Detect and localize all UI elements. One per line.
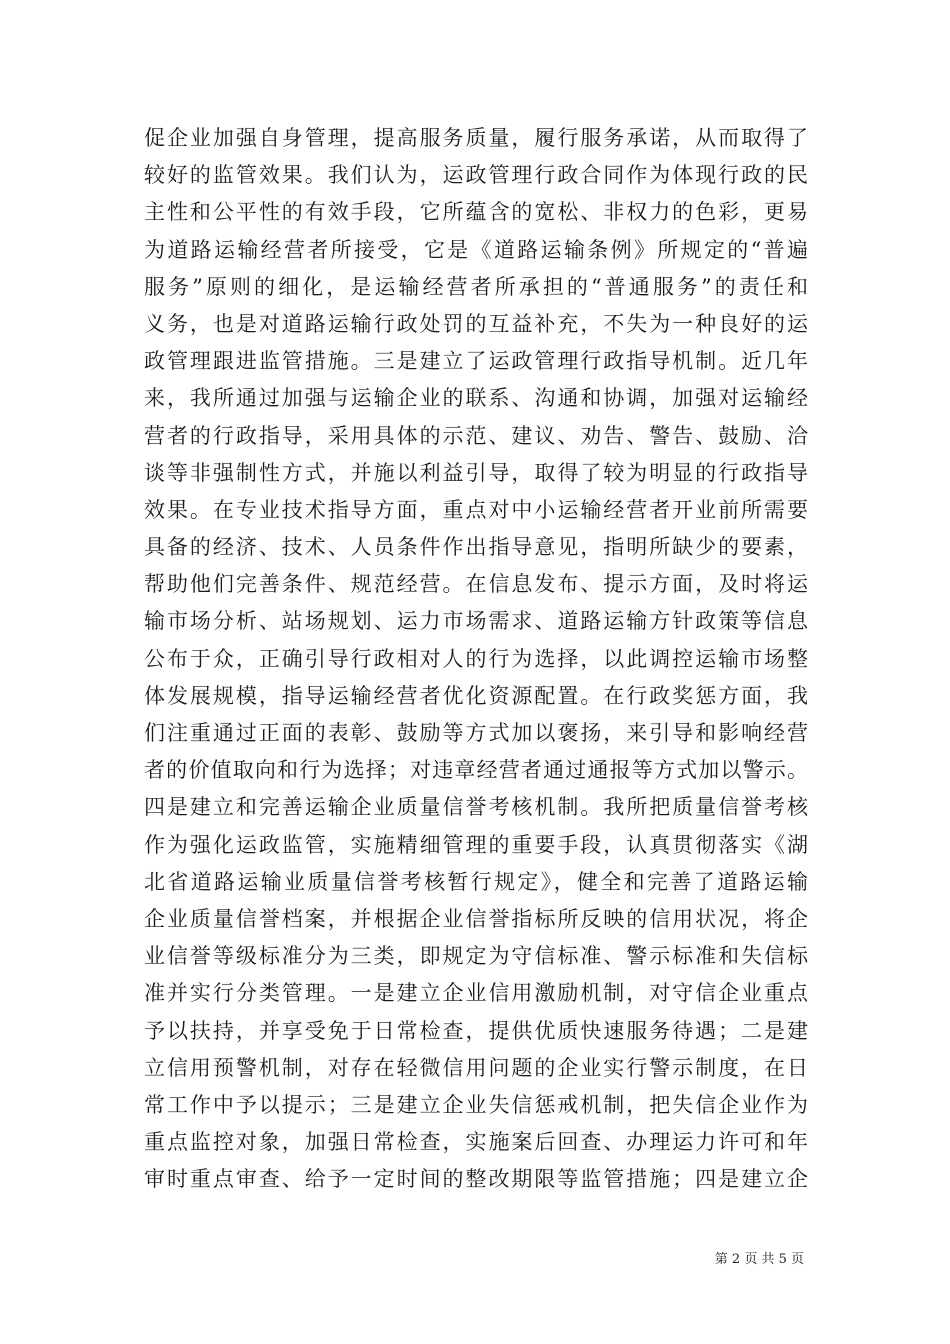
text-line: 者的价值取向和行为选择；对违章经营者通过通报等方式加以警示。 — [144, 758, 808, 783]
text-line: 帮助他们完善条件、规范经营。在信息发布、提示方面，及时将运 — [144, 572, 808, 597]
text-line: 政管理跟进监管措施。三是建立了运政管理行政指导机制。近几年 — [144, 349, 808, 374]
body-text — [144, 120, 808, 1198]
text-line: 较好的监管效果。我们认为，运政管理行政合同作为体现行政的民 — [144, 163, 808, 188]
text-line: 促企业加强自身管理，提高服务质量，履行服务承诺，从而取得了 — [144, 126, 808, 150]
text-line: 营者的行政指导，采用具体的示范、建议、劝告、警告、鼓励、洽 — [144, 423, 808, 448]
text-line: 予以扶持，并享受免于日常检查，提供优质快速服务待遇；二是建 — [144, 1018, 808, 1043]
text-line: 服务”原则的细化，是运输经营者所承担的“普通服务”的责任和 — [144, 274, 808, 299]
text-line: 主性和公平性的有效手段，它所蕴含的宽松、非权力的色彩，更易 — [144, 200, 808, 225]
text-line: 作为强化运政监管，实施精细管理的重要手段，认真贯彻落实《湖 — [144, 832, 808, 857]
text-line: 重点监控对象，加强日常检查，实施案后回查、办理运力许可和年 — [144, 1130, 808, 1155]
text-line: 准并实行分类管理。一是建立企业信用激励机制，对守信企业重点 — [144, 981, 808, 1006]
text-line: 公布于众，正确引导行政相对人的行为选择，以此调控运输市场整 — [144, 646, 808, 671]
text-line: 体发展规模，指导运输经营者优化资源配置。在行政奖惩方面，我 — [144, 683, 808, 708]
text-line: 谈等非强制性方式，并施以利益引导，取得了较为明显的行政指导 — [144, 460, 808, 485]
text-line: 四是建立和完善运输企业质量信誉考核机制。我所把质量信誉考核 — [144, 795, 808, 820]
text-line: 们注重通过正面的表彰、鼓励等方式加以褒扬，来引导和影响经营 — [144, 721, 808, 745]
text-line: 审时重点审查、给予一定时间的整改期限等监管措施；四是建立企 — [144, 1167, 808, 1192]
text-line: 为道路运输经营者所接受，它是《道路运输条例》所规定的“普遍 — [144, 237, 808, 262]
text-line: 立信用预警机制，对存在轻微信用问题的企业实行警示制度，在日 — [144, 1055, 808, 1080]
text-line: 具备的经济、技术、人员条件作出指导意见，指明所缺少的要素， — [144, 535, 808, 560]
text-line: 效果。在专业技术指导方面，重点对中小运输经营者开业前所需要 — [144, 497, 808, 522]
text-line: 来，我所通过加强与运输企业的联系、沟通和协调，加强对运输经 — [144, 386, 808, 411]
text-line: 企业质量信誉档案，并根据企业信誉指标所反映的信用状况，将企 — [144, 906, 808, 931]
text-line: 业信誉等级标准分为三类，即规定为守信标准、警示标准和失信标 — [144, 944, 808, 969]
text-line: 义务，也是对道路运输行政处罚的互益补充，不失为一种良好的运 — [144, 311, 808, 336]
text-line: 输市场分析、站场规划、运力市场需求、道路运输方针政策等信息 — [144, 609, 808, 634]
page-footer: 第 2 页 共 5 页 — [714, 1252, 804, 1267]
text-line: 北省道路运输业质量信誉考核暂行规定》，健全和完善了道路运输 — [144, 869, 808, 894]
text-line: 常工作中予以提示；三是建立企业失信惩戒机制，把失信企业作为 — [144, 1092, 808, 1117]
